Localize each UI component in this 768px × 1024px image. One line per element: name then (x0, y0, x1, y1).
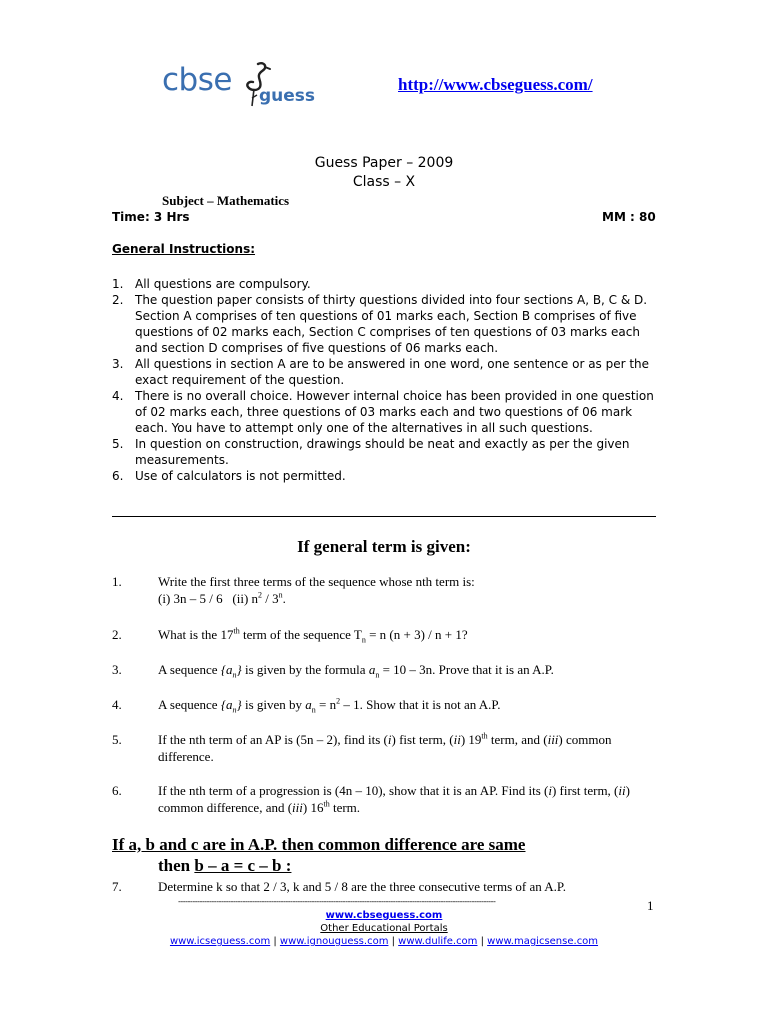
footer-site-link[interactable]: www.cbseguess.com (325, 910, 443, 921)
time-label: Time: 3 Hrs (112, 210, 190, 224)
paper-title: Guess Paper – 2009 (314, 155, 454, 171)
page-number: 1 (647, 898, 654, 913)
footer-links: www.icseguess.com | www.ignouguess.com | www.dulife.com | www.magicsense.com (169, 936, 599, 947)
question-3: 3. A sequence $\{a_n\}$ is given by the formula $a_n = 10 - 3n$. Prove that it is an A.P. (112, 662, 554, 680)
instruction-item: 2. The question paper consists of thirty questions divided into four sections A, B, C & D. Section A comprises of ten questions of 01 marks each, Section B comprises of five questions of 02 marks each, Section C comprises of ten questions of 03 marks each and section D comprises of five questions of 06 marks each. (112, 293, 648, 355)
question-2: 2. What is the 17th term of the sequence $T_n = n$ (n + 3) / n + 1? (112, 626, 468, 645)
instruction-item: 5. In question on construction, drawings should be neat and exactly as per the given measurements. (112, 437, 630, 467)
footer-link-ignouguess[interactable]: www.ignouguess.com (279, 936, 389, 947)
logo-guess-text: guess (259, 86, 316, 106)
question-7: 7. Determine k so that 2 / 3, k and 5 / 8 are the three consecutive terms of an A.P. (112, 879, 566, 894)
divider (112, 516, 656, 517)
subject-label: Subject – Mathematics (162, 193, 290, 208)
instruction-item: 3. All questions in section A are to be answered in one word, one sentence or as per the exact requirement of the question. (112, 357, 650, 387)
question-4: 4. A sequence $\{a_n\}$ is given by $a_n = n^2 - 1$. Show that it is not an A.P. (112, 696, 501, 715)
question-5: 5. If the nth term of an AP is (5n – 2), find its (i) fist term, (ii) 19th term, and (iii) common difference. (112, 731, 612, 764)
max-marks-label: MM : 80 (602, 210, 656, 224)
footer-link-magicsense[interactable]: www.magicsense.com (487, 936, 599, 947)
footer-link-icseguess[interactable]: www.icseguess.com (169, 936, 271, 947)
footer-dashes: ------------------------------------------------------------------------------------------------------------------------------------- (178, 897, 496, 906)
general-instructions-heading: General Instructions: (112, 242, 256, 256)
instruction-item: 6. Use of calculators is not permitted. (112, 469, 346, 483)
question-1: 1. Write the first three terms of the sequence whose nth term is: (i) 3n – 5 / 6 (ii) $n^2 / 3^n$. (112, 574, 475, 606)
instruction-item: 4. There is no overall choice. However internal choice has been provided in one question of 02 marks each, three questions of 03 marks each and two questions of 06 mark each. You have to attempt only one of the alternatives in all such questions. (112, 389, 654, 435)
class-title: Class – X (352, 174, 416, 190)
section-heading-general-term: If general term is given: (297, 537, 471, 556)
instruction-item: 1. All questions are compulsory. (112, 277, 311, 291)
cbseguess-logo (162, 62, 322, 112)
section-heading-ap-formula: then b – a = c – b : (158, 856, 292, 875)
logo-cbse-text: cbse (162, 62, 232, 98)
footer-portals-label: Other Educational Portals (320, 923, 448, 934)
instructions-list (112, 276, 657, 484)
question-6: 6. If the nth term of a progression is (4n – 10), show that it is an AP. Find its (i) first term, (ii) common difference, and (iii) 16th term. (112, 783, 630, 815)
footer-link-dulife[interactable]: www.dulife.com (398, 936, 478, 947)
site-link[interactable]: http://www.cbseguess.com/ (398, 75, 593, 94)
section-heading-ap: If a, b and c are in A.P. then common difference are same (112, 835, 526, 854)
